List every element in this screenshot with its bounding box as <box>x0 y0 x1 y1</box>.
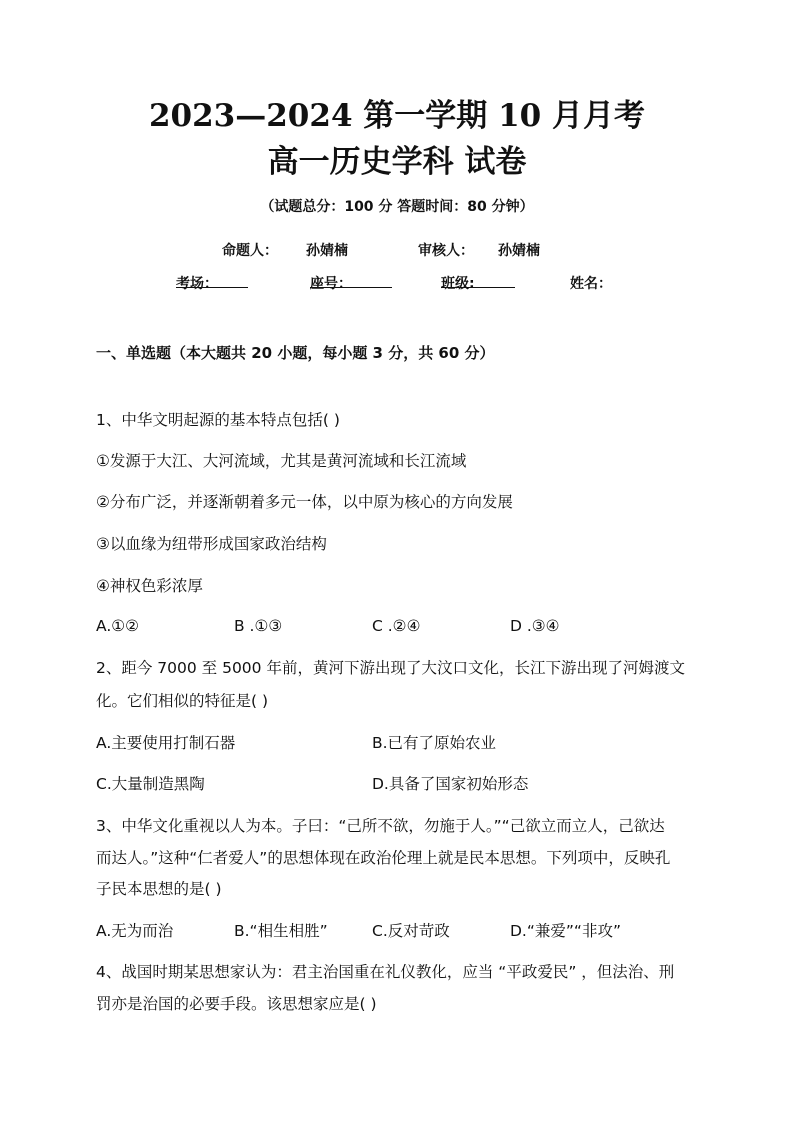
question-2-option-a[interactable]: A.主要使用打制石器 <box>96 734 236 752</box>
setter-label: 命题人： <box>222 243 278 259</box>
question-1-statement-3: ③以血缘为纽带形成国家政治结构 <box>96 535 327 553</box>
question-3-stem-line-1: 3、中华文化重视以人为本。子曰：“己所不欲，勿施于人。”“己欲立而立人，己欲达 <box>96 817 665 835</box>
question-3-option-d[interactable]: D.“兼爱”“非攻” <box>510 922 621 940</box>
section-heading: 一、单选题（本大题共 20 小题，每小题 3 分，共 60 分） <box>96 344 495 362</box>
question-1-option-b[interactable]: B .①③ <box>234 617 283 635</box>
question-1-statement-1: ①发源于大江、大河流域，尤其是黄河流域和长江流域 <box>96 452 467 470</box>
class-blank[interactable] <box>441 273 515 288</box>
question-3-stem-line-3: 子民本思想的是( ) <box>96 880 222 898</box>
exam-score-time-info: （试题总分：100 分 答题时间：80 分钟） <box>260 199 534 215</box>
reviewer-label: 审核人： <box>418 243 474 259</box>
question-3-stem-line-2: 而达人。”这种“仁者爱人”的思想体现在政治伦理上就是民本思想。下列项中，反映孔 <box>96 849 671 867</box>
reviewer-name: 孙婧楠 <box>498 243 540 259</box>
question-4-stem-line-1: 4、战国时期某思想家认为：君主治国重在礼仪教化，应当 “平政爱民” ，但法治、刑 <box>96 963 675 981</box>
question-3-option-a[interactable]: A.无为而治 <box>96 922 174 940</box>
question-1-option-a[interactable]: A.①② <box>96 617 140 635</box>
question-1-statement-4: ④神权色彩浓厚 <box>96 577 203 595</box>
exam-subject-title: 高一历史学科 试卷 <box>267 144 527 180</box>
exam-page: 2023—2024 第一学期 10 月月考 高一历史学科 试卷 （试题总分：100 分 答题时间：80 分钟） 命题人： 孙婧楠 审核人： 孙婧楠 考场： 座号： 班级: 姓名： 一、单选题（本大题共 20 小题，每小题 3 分，共 60 分） 1、中华文明起源的基本特点包括( ) ①发源于大江、大河流域，尤其是黄河流域和长江流域 ②分布广泛，并逐渐朝着多元一体，以中原为核心的方向发展 ③以血缘为纽带形成国家政治结构 ④神权色彩浓厚 A.①② B .①③ C .②④ D .③④ 2、距今 7000 至 5000 年前，黄河下游出现了大汶口文化，长江下游出现了河姆渡文 化。它们相似的特征是( ) A.主要使用打制石器 B.已有了原始农业 C.大量制造黑陶 D.具备了国家初始形态 3、中华文化重视以人为本。子曰：“己所不欲，勿施于人。”“己欲立而立人，己欲达 而达人。”这种“仁者爱人”的思想体现在政治伦理上就是民本思想。下列项中，反映孔 子民本思想的是( ) A.无为而治 B.“相生相胜” C.反对苛政 D.“兼爱”“非攻” 4、战国时期某思想家认为：君主治国重在礼仪教化，应当 “平政爱民” ，但法治、刑 罚亦是治国的必要手段。该思想家应是( ) <box>0 0 794 1123</box>
question-4-stem-line-2: 罚亦是治国的必要手段。该思想家应是( ) <box>96 995 377 1013</box>
question-1-statement-2: ②分布广泛，并逐渐朝着多元一体，以中原为核心的方向发展 <box>96 493 513 511</box>
question-2-option-b[interactable]: B.已有了原始农业 <box>372 734 497 752</box>
question-1-option-c[interactable]: C .②④ <box>372 617 421 635</box>
exam-title: 2023—2024 第一学期 10 月月考 <box>148 98 646 134</box>
question-1-option-d[interactable]: D .③④ <box>510 617 560 635</box>
setter-name: 孙婧楠 <box>306 243 348 259</box>
question-2-stem-line-1: 2、距今 7000 至 5000 年前，黄河下游出现了大汶口文化，长江下游出现了河姆渡文 <box>96 659 685 677</box>
seat-number-blank[interactable] <box>310 273 392 288</box>
exam-room-blank[interactable] <box>176 273 248 288</box>
question-2-option-c[interactable]: C.大量制造黑陶 <box>96 775 205 793</box>
question-2-option-d[interactable]: D.具备了国家初始形态 <box>372 775 529 793</box>
question-3-option-c[interactable]: C.反对苛政 <box>372 922 450 940</box>
question-2-stem-line-2: 化。它们相似的特征是( ) <box>96 692 269 710</box>
question-1-stem: 1、中华文明起源的基本特点包括( ) <box>96 411 340 429</box>
question-3-option-b[interactable]: B.“相生相胜” <box>234 922 328 940</box>
student-name-field: 姓名： <box>570 276 612 292</box>
